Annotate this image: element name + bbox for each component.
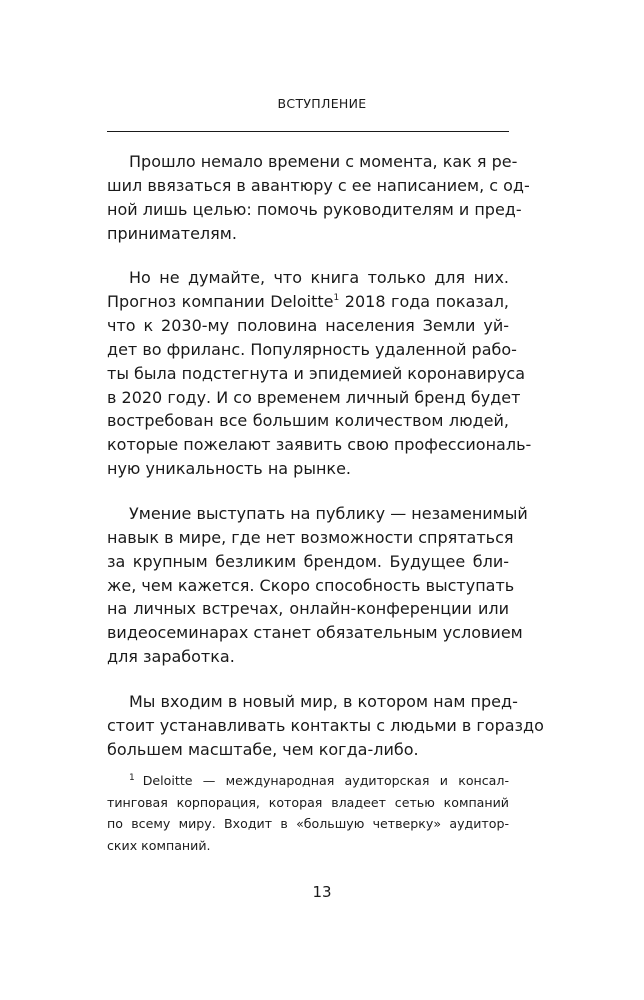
text-line: навык в мире, где нет возможности спрятаться: [107, 527, 514, 547]
header-divider: [107, 131, 509, 132]
paragraph-3: [107, 502, 528, 669]
text-line: же, чем кажется. Скоро способность выступать: [107, 575, 515, 595]
text-line: за крупным безликим брендом. Будущее бли-: [107, 551, 509, 571]
text-line: видеосеминарах станет обязательным условием: [107, 623, 523, 643]
main-text: [107, 150, 544, 782]
page-number: 13: [312, 883, 332, 901]
text-line: принимателям.: [107, 223, 237, 243]
text-line: ты была подстегнута и эпидемией коронавируса: [107, 363, 526, 383]
text-line: Мы входим в новый мир, в котором нам пред-: [129, 691, 518, 711]
text-line: шил ввязаться в авантюру с ее написанием, с од-: [107, 175, 530, 195]
paragraph-4: [107, 690, 544, 762]
text-segment: 2018 года показал,: [339, 292, 510, 312]
text-line: Прошло немало времени с момента, как я ре-: [129, 152, 518, 171]
footnote-line: тинговая корпорация, которая владеет сетью компаний: [107, 794, 509, 810]
text-line: Но не думайте, что книга только для них.: [129, 268, 509, 288]
text-line: для заработка.: [107, 647, 235, 667]
text-segment: Прогноз компании Deloitte: [107, 292, 334, 312]
text-line-with-footnote: [107, 290, 509, 314]
text-line: востребован все большим количеством людей,: [107, 411, 509, 431]
text-line: ной лишь целью: помочь руководителям и пред-: [107, 199, 522, 219]
footnote-mark: 1: [129, 773, 135, 783]
text-line: стоит устанавливать контакты с людьми в гораздо: [107, 715, 544, 735]
text-line: ную уникальность на рынке.: [107, 459, 352, 479]
paragraph-2: [107, 266, 532, 481]
footnote-line: [107, 770, 509, 792]
text-line: на личных встречах, онлайн-конференции или: [107, 599, 509, 619]
text-line: дет во фриланс. Популярность удаленной рабо-: [107, 339, 517, 359]
footnote: [107, 770, 509, 856]
text-line: Умение выступать на публику — незаменимый: [129, 503, 528, 523]
footnote-line: ских компаний.: [107, 837, 211, 853]
paragraph-1: [107, 150, 530, 245]
running-header: ВСТУПЛЕНИЕ: [277, 96, 367, 111]
text-line: что к 2030-му половина населения Земли уй-: [107, 316, 509, 336]
text-line: большем масштабе, чем когда-либо.: [107, 739, 419, 759]
footnote-text: Deloitte — международная аудиторская и консал-: [142, 773, 509, 788]
footnote-reference: 1: [333, 293, 340, 304]
footnote-line: по всему миру. Входит в «большую четверку» аудитор-: [107, 816, 509, 831]
text-line: в 2020 году. И со временем личный бренд будет: [107, 387, 521, 407]
text-line: которые пожелают заявить свою профессиональ-: [107, 435, 532, 455]
